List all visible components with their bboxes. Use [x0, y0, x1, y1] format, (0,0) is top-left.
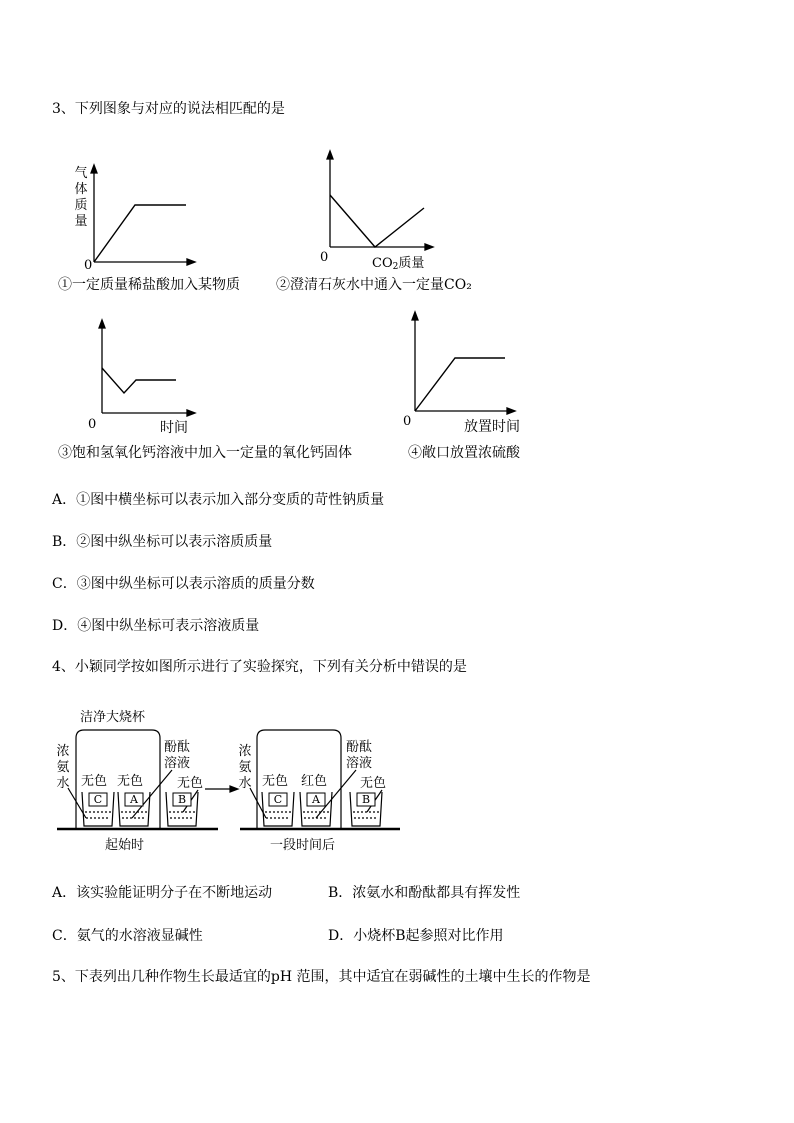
- left-label-a: A: [130, 793, 138, 806]
- right-a-color: 红色: [301, 774, 328, 789]
- graph-2-xlabel-main: CO: [372, 256, 393, 271]
- graph-3-xlabel: 时间: [160, 420, 188, 436]
- graph-2-xlabel-tail: 质量: [398, 256, 425, 271]
- q3-option-b[interactable]: B．②图中纵坐标可以表示溶质质量: [52, 534, 273, 550]
- graph-1-ylabel: 气体质量: [74, 166, 88, 229]
- q3-option-a[interactable]: A．①图中横坐标可以表示加入部分变质的苛性钠质量: [52, 492, 385, 508]
- graph-2-xlabel-sub: 2: [392, 262, 399, 272]
- left-c-color: 无色: [81, 774, 108, 789]
- graph-2-caption: ②澄清石灰水中通入一定量CO₂: [276, 277, 472, 293]
- right-label-a: A: [312, 793, 320, 806]
- left-a-color: 无色: [117, 774, 144, 789]
- q3-option-d[interactable]: D．④图中纵坐标可表示溶液质量: [52, 618, 260, 634]
- graph-4-caption: ④敞口放置浓硫酸: [408, 445, 520, 461]
- graph-3-origin: 0: [88, 417, 97, 432]
- q3-option-c[interactable]: C．③图中纵坐标可以表示溶质的质量分数: [52, 576, 315, 592]
- left-caption: 起始时: [105, 838, 145, 853]
- q4-option-d[interactable]: D．小烧杯B起参照对比作用: [328, 928, 504, 944]
- graph-1-caption: ①一定质量稀盐酸加入某物质: [58, 277, 240, 293]
- right-caption: 一段时间后: [270, 838, 336, 853]
- big-beaker-label: 洁净大烧杯: [80, 710, 146, 725]
- q4-option-c[interactable]: C．氨气的水溶液显碱性: [52, 928, 203, 944]
- q3-stem: 3、下列图象与对应的说法相匹配的是: [52, 101, 285, 117]
- q4-option-a[interactable]: A．该实验能证明分子在不断地运动: [52, 885, 273, 901]
- right-b-color: 无色: [360, 776, 387, 791]
- right-ammonia-label: 浓氨水: [238, 744, 252, 791]
- q5-stem: 5、下表列出几种作物生长最适宜的pH 范围，其中适宜在弱碱性的土壤中生长的作物是: [52, 969, 591, 985]
- graph-4-xlabel: 放置时间: [464, 419, 520, 435]
- q4-stem: 4、小颖同学按如图所示进行了实验探究，下列有关分析中错误的是: [52, 659, 467, 675]
- right-c-color: 无色: [262, 774, 289, 789]
- left-phenol-label: 酚酞溶液: [163, 740, 190, 771]
- graph-3-caption: ③饱和氢氧化钙溶液中加入一定量的氧化钙固体: [58, 445, 352, 461]
- right-label-b: B: [361, 793, 371, 806]
- left-b-color: 无色: [177, 776, 204, 791]
- right-label-c: C: [273, 793, 283, 806]
- left-label-c: C: [93, 793, 103, 806]
- graph-4-origin: 0: [403, 414, 412, 429]
- q4-option-b[interactable]: B．浓氨水和酚酞都具有挥发性: [328, 885, 521, 901]
- graph-2-origin: 0: [320, 250, 329, 265]
- left-ammonia-label: 浓氨水: [56, 744, 70, 791]
- left-label-b: B: [177, 793, 187, 806]
- right-phenol-label: 酚酞溶液: [345, 740, 372, 771]
- graph-1-origin: 0: [84, 258, 93, 273]
